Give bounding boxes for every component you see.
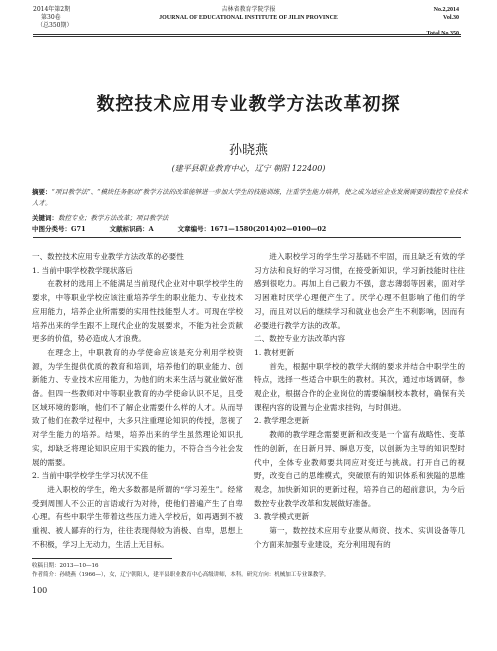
- issue-year-line: 2014年第2期: [33, 6, 71, 13]
- section-heading: 1. 当前中职学校教学现状落后: [32, 265, 133, 275]
- author-name: 孙晓燕: [228, 143, 268, 158]
- classification-line: [32, 224, 470, 235]
- section-heading: 1. 教材更新: [254, 347, 295, 357]
- received-date: 收稿日期：2013—10—16: [32, 563, 99, 569]
- body-paragraph: 进入职校学习的学生学习基础不牢固，而且缺乏有效的学习方法和良好的学习习惯，在接受新知识，学习新技能时往往感到很吃力。再加上自己毅力不强，意志薄弱等因素，面对学习困难时厌学心理便产生了。厌学心理不但影响了他们的学习，而且对以后的继续学习和就业也会产生不利影响，因而有必要进行教学方法的改革。: [254, 252, 465, 330]
- page-number: 100: [32, 586, 48, 595]
- body-paragraph: 教师的教学理念需要更新和改变是一个富有战略性、变革性的创新，在日新月异、瞬息万变，以创新为主导的知识型时代中，全体专业教师要共同应对变迁与挑战。打开自己的视野，改变自己的思维模式，突破原有的知识体系和狭隘的思维观念，加快新知识的更新过程，培养自己的超前意识，为今后数控专业教学改革和发展做好准备。: [254, 430, 465, 508]
- body-paragraph: 在理念上，中职教育的办学使命应该是充分利用学校资源，为学生提供优质的教育和培训，培养他们的职业能力、创新能力、专业技术应用能力，为他们的未来生活与就业做好准备。但四一些教师对中等职业教育的办学使命认识不足，且受区域环境的影响，他们不了解企业需要什么样的人才。从而导致了他们在教学过程中，大多只注重理论知识的传授，忽视了对学生能力的培养。结果，培养出来的学生虽然理论知识扎实，却缺乏将理论知识应用于实践的能力，不符合当今社会发展的需要。: [32, 347, 243, 467]
- document-code: 文献标识码：A: [109, 225, 154, 233]
- author-bio: 作者简介：孙晓燕（1966—），女，辽宁朝阳人，建平县职业教育中心高级讲师，本科。研究方向：机械加工专业课教学。: [32, 572, 330, 578]
- journal-name-cn: 吉林省教育学院学报: [221, 6, 276, 13]
- body-paragraph: 进入职校的学生，绝大多数都是所谓的“学习差生”。经常受到周围人不公正的言语或行为对待，使他们普遍产生了自卑心理。有些中职学生带着这些压力进入学校后，如再遇到不被重视、被人鄙弃的行为，往往表现得较为消极、自卑，思想上不积极，学习上无动力，生活上无目标。: [32, 484, 243, 549]
- volume-line: 第30卷: [41, 14, 61, 21]
- abstract: [32, 187, 470, 209]
- total-issue-line: （总350期）: [37, 22, 73, 29]
- volume-en: Vol.30: [443, 15, 459, 21]
- total-no-en: Total No.350: [426, 31, 459, 37]
- keywords-label: 关键词：: [32, 214, 58, 222]
- keywords-text: 数控专业；教学方法改革；项目教学法: [58, 214, 169, 222]
- abstract-text: “项目教学法”、“模块任务驱动”教学方法的改革能够进一步加大学生的技能训练，注重学生能力培养，使之成为适应企业发展需要的数控专业技术人才。: [32, 188, 468, 207]
- body-paragraph: 首先，根据中职学校的教学大纲的要求并结合中职学生的特点，选择一些适合中职生的教材。其次，通过市场调研，参观企业，根据合作的企业岗位的需要编制校本教材，确保有关课程内容的设置与企业需求挂钩，与时俱进。: [254, 361, 465, 412]
- body-paragraph: 在教材的选用上不能满足当前现代企业对中职学校学生的要求，中等职业学校应该注重培养学生的职业能力、专业技术应用能力，培养企业所需要的实用性技能型人才。可现在学校培养出来的学生跟不上现代企业的发展要求，不能为社会贡献更多的价值，势必造成人才浪费。: [32, 279, 243, 344]
- body-column-left: [32, 250, 243, 551]
- section-heading: 一、数控技术应用专业教学方法改革的必要性: [32, 252, 184, 261]
- journal-name: [0, 6, 497, 22]
- body-paragraph: 第一，数控技术应用专业要从师资、技术、实训设备等几个方面来加强专业建设，充分利用现有的: [254, 526, 465, 549]
- journal-name-en: JOURNAL OF EDUCATIONAL INSTITUTE OF JILIN PROVINCE: [159, 15, 338, 21]
- author-affiliation: (建平县职业教育中心，辽宁 朝阳 122400): [171, 164, 326, 173]
- class-number: 中图分类号：G71: [32, 225, 86, 233]
- issue-no-en: No.2,2014: [433, 7, 459, 13]
- header-rule: [33, 36, 461, 37]
- keywords: [32, 213, 470, 224]
- body-column-right: [254, 250, 465, 551]
- footnote-rule: [32, 558, 172, 559]
- article-number: 文章编号：1671—1580(2014)02—0100—02: [177, 225, 327, 233]
- section-heading: 2. 当前中职学校学生学习状况不佳: [32, 471, 148, 481]
- section-heading: 二、数控专业方法改革内容: [254, 334, 346, 344]
- section-heading: 3. 教学模式更新: [254, 512, 310, 522]
- header-rule: [33, 34, 461, 35]
- abstract-rule: [33, 237, 461, 238]
- abstract-label: 摘要：: [32, 188, 52, 196]
- section-heading: 2. 教学理念更新: [254, 416, 310, 426]
- article-title: 数控技术应用专业教学方法改革初探: [96, 94, 401, 115]
